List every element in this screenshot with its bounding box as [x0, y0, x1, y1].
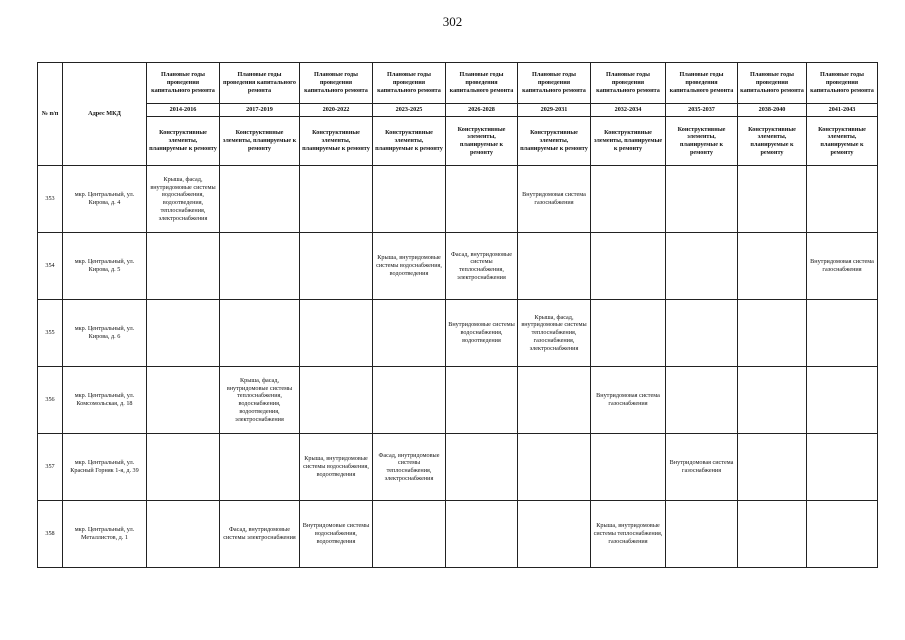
- header-number: № п/п: [38, 63, 63, 166]
- table-row: [38, 166, 878, 233]
- row-address: мкр. Центральный, ул. Металлистов, д. 1: [63, 501, 147, 568]
- header-address: Адрес МКД: [63, 63, 147, 166]
- repair-cell: Фасад, внутридомовые системы электроснабжения: [220, 501, 300, 568]
- repair-cell: [220, 300, 300, 367]
- repair-cell: [446, 166, 518, 233]
- header-period: Плановые годы проведения капитального ремонта: [446, 63, 518, 104]
- header-elements: Конструктивные элементы, планируемые к ремонту: [373, 117, 446, 166]
- header-elements: Конструктивные элементы, планируемые к ремонту: [300, 117, 373, 166]
- repair-cell: [738, 434, 807, 501]
- header-period: Плановые годы проведения капитального ремонта: [147, 63, 220, 104]
- header-row-elements: [38, 117, 878, 166]
- repair-cell: [300, 300, 373, 367]
- repair-cell: [591, 434, 666, 501]
- page-number: 302: [442, 14, 463, 29]
- repair-cell: [300, 233, 373, 300]
- repair-cell: [807, 501, 878, 568]
- header-period: Плановые годы проведения капитального ремонта: [300, 63, 373, 104]
- row-number: 353: [38, 166, 63, 233]
- repair-cell: [738, 300, 807, 367]
- repair-cell: [373, 367, 446, 434]
- repair-cell: [738, 501, 807, 568]
- row-number: 358: [38, 501, 63, 568]
- table-row: [38, 501, 878, 568]
- row-number: 355: [38, 300, 63, 367]
- repair-cell: [807, 300, 878, 367]
- repair-cell: Крыша, фасад, внутридомовые системы теплоснабжения, газоснабжения, электроснабжения: [518, 300, 591, 367]
- header-elements: Конструктивные элементы, планируемые к ремонту: [738, 117, 807, 166]
- header-elements: Конструктивные элементы, планируемые к ремонту: [446, 117, 518, 166]
- table-row: [38, 300, 878, 367]
- repair-cell: Внутридомовая система газоснабжения: [807, 233, 878, 300]
- header-elements: Конструктивные элементы, планируемые к ремонту: [591, 117, 666, 166]
- row-number: 356: [38, 367, 63, 434]
- repair-cell: [518, 367, 591, 434]
- repair-cell: [738, 233, 807, 300]
- repair-cell: [666, 367, 738, 434]
- repair-cell: [518, 233, 591, 300]
- repair-cell: Крыша, внутридомовые системы теплоснабжения, газоснабжения: [591, 501, 666, 568]
- row-number: 357: [38, 434, 63, 501]
- repair-cell: Внутридомовая система газоснабжения: [666, 434, 738, 501]
- header-row-periods: [38, 63, 878, 104]
- repair-cell: Внутридомовые системы водоснабжения, водоотведения: [300, 501, 373, 568]
- header-period: Плановые годы проведения капитального ремонта: [666, 63, 738, 104]
- repair-cell: Внутридомовая система газоснабжения: [518, 166, 591, 233]
- repair-cell: Внутридомовая система газоснабжения: [591, 367, 666, 434]
- repair-cell: [518, 434, 591, 501]
- repair-cell: [666, 166, 738, 233]
- repair-cell: [373, 166, 446, 233]
- repair-cell: Крыша, фасад, внутридомовые системы теплоснабжения, водоснабжения, водоотведения, электроснабжения: [220, 367, 300, 434]
- repair-cell: [738, 367, 807, 434]
- repair-cell: Фасад, внутридомовые системы теплоснабжения, электроснабжения: [446, 233, 518, 300]
- row-number: 354: [38, 233, 63, 300]
- repair-cell: [807, 434, 878, 501]
- repair-cell: [666, 501, 738, 568]
- header-row-years: [38, 104, 878, 117]
- header-year-range: 2014-2016: [147, 104, 220, 117]
- repair-cell: [373, 501, 446, 568]
- repair-cell: Внутридомовые системы водоснабжения, водоотведения: [446, 300, 518, 367]
- header-year-range: 2023-2025: [373, 104, 446, 117]
- repair-cell: [591, 166, 666, 233]
- header-year-range: 2032-2034: [591, 104, 666, 117]
- row-address: мкр. Центральный, ул. Кирова, д. 4: [63, 166, 147, 233]
- header-year-range: 2035-2037: [666, 104, 738, 117]
- repair-cell: Крыша, внутридомовые системы водоснабжения, водоотведения: [300, 434, 373, 501]
- repair-cell: [591, 300, 666, 367]
- repair-cell: Фасад, внутридомовые системы теплоснабжения, электроснабжения: [373, 434, 446, 501]
- table-row: [38, 434, 878, 501]
- repair-cell: [147, 367, 220, 434]
- repair-cell: [147, 300, 220, 367]
- header-year-range: 2038-2040: [738, 104, 807, 117]
- repair-cell: [807, 166, 878, 233]
- row-address: мкр. Центральный, ул. Красный Горняк 1-я, д. 39: [63, 434, 147, 501]
- repair-cell: [147, 233, 220, 300]
- header-elements: Конструктивные элементы, планируемые к ремонту: [807, 117, 878, 166]
- header-year-range: 2020-2022: [300, 104, 373, 117]
- header-elements: Конструктивные элементы, планируемые к ремонту: [666, 117, 738, 166]
- header-period: Плановые годы проведения капитального ремонта: [738, 63, 807, 104]
- row-address: мкр. Центральный, ул. Кирова, д. 6: [63, 300, 147, 367]
- header-elements: Конструктивные элементы, планируемые к ремонту: [220, 117, 300, 166]
- repair-cell: [220, 166, 300, 233]
- header-period: Плановые годы проведения капитального ремонта: [807, 63, 878, 104]
- header-period: Плановые годы проведения капитального ремонта: [373, 63, 446, 104]
- repair-cell: Крыша, фасад, внутридомовые системы водоснабжения, водоотведения, теплоснабжения, электроснабжения: [147, 166, 220, 233]
- row-address: мкр. Центральный, ул. Комсомольская, д. 18: [63, 367, 147, 434]
- header-year-range: 2017-2019: [220, 104, 300, 117]
- header-year-range: 2026-2028: [446, 104, 518, 117]
- repair-cell: [373, 300, 446, 367]
- row-address: мкр. Центральный, ул. Кирова, д. 5: [63, 233, 147, 300]
- repair-cell: [300, 367, 373, 434]
- header-year-range: 2029-2031: [518, 104, 591, 117]
- repair-cell: [518, 501, 591, 568]
- repair-cell: [147, 434, 220, 501]
- repair-cell: [738, 166, 807, 233]
- repair-cell: [446, 434, 518, 501]
- repair-cell: [300, 166, 373, 233]
- repair-cell: [220, 233, 300, 300]
- repair-cell: Крыша, внутридомовые системы водоснабжения, водоотведения: [373, 233, 446, 300]
- header-elements: Конструктивные элементы, планируемые к ремонту: [147, 117, 220, 166]
- header-year-range: 2041-2043: [807, 104, 878, 117]
- table-row: [38, 367, 878, 434]
- repair-cell: [591, 233, 666, 300]
- header-period: Плановые годы проведения капитального ремонта: [220, 63, 300, 104]
- repair-cell: [666, 233, 738, 300]
- capital-repair-schedule-table: [37, 62, 878, 568]
- header-elements: Конструктивные элементы, планируемые к ремонту: [518, 117, 591, 166]
- repair-cell: [147, 501, 220, 568]
- header-period: Плановые годы проведения капитального ремонта: [591, 63, 666, 104]
- repair-cell: [446, 501, 518, 568]
- repair-cell: [220, 434, 300, 501]
- repair-cell: [807, 367, 878, 434]
- table-row: [38, 233, 878, 300]
- header-period: Плановые годы проведения капитального ремонта: [518, 63, 591, 104]
- repair-cell: [666, 300, 738, 367]
- repair-cell: [446, 367, 518, 434]
